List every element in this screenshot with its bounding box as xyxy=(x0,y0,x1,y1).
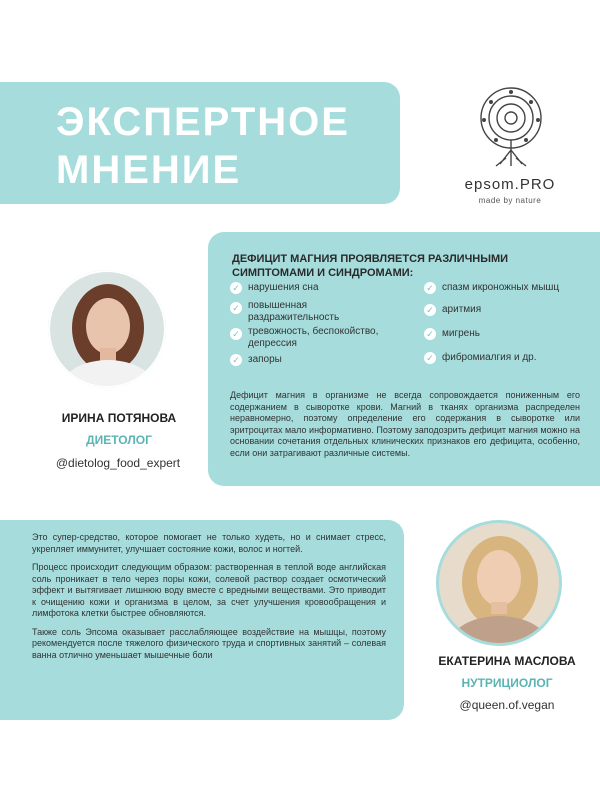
title-line-1: ЭКСПЕРТНОЕ xyxy=(56,100,350,144)
brand-name: epsom.PRO xyxy=(464,176,556,193)
expert-photo-avatar xyxy=(436,520,562,646)
symptom-item: повышенная раздражительность xyxy=(248,300,340,323)
page-title xyxy=(56,98,396,194)
check-icon: ✓ xyxy=(230,282,242,294)
expert-handle[interactable]: @queen.of.vegan xyxy=(459,698,555,712)
check-icon: ✓ xyxy=(230,328,242,340)
benefits-paragraph: Также соль Эпсома оказывает расслабляющее воздействие на мышцы, поэтому рекомендуется после тяжелого физического труда и спортивных занятий – солевая ванна отлично уменьшает мышечные боли xyxy=(32,626,386,660)
symptoms-description: Дефицит магния в организме не всегда сопровождается пониженным его содержанием в сыворотке крови. Магний в тканях организма распределен неравномерно, поэтому определение его содержания в сыворотке или эритроцитах мало информативно. Поэтому заподозрить дефицит магния можно на основании сочетания отдельных клинических признаков его дефицита, особенно, если они затрагивают различные системы. xyxy=(230,390,580,458)
check-icon: ✓ xyxy=(424,352,436,364)
symptom-item: тревожность, беспокойство, депрессия xyxy=(248,326,379,349)
symptoms-list-left xyxy=(230,282,420,382)
tree-icon xyxy=(466,80,556,170)
symptom-item: аритмия xyxy=(442,304,482,315)
expert-name: ИРИНА ПОТЯНОВА xyxy=(61,411,177,425)
check-icon: ✓ xyxy=(424,282,436,294)
symptoms-list-right xyxy=(424,282,594,382)
symptom-item: фибромиалгия и др. xyxy=(442,352,537,363)
symptom-item: нарушения сна xyxy=(248,282,319,293)
benefits-paragraph: Процесс происходит следующим образом: растворенная в теплой воде английская соль проникает в тело через поры кожи, солевой раствор создает осмотический эффект и вытягивает лишнюю воду вместе с вредными веществами. Это приводит к очищению кожи и организма в целом, за счет улучшения кровообращения и лимфотока клетки быстрее обновляются. xyxy=(32,562,386,618)
expert-name: ЕКАТЕРИНА МАСЛОВА xyxy=(438,654,576,668)
symptom-item: мигрень xyxy=(442,328,480,339)
expert-handle[interactable]: @dietolog_food_expert xyxy=(55,456,181,470)
benefits-text xyxy=(32,532,386,668)
expert-photo-avatar xyxy=(48,270,166,388)
symptoms-heading: ДЕФИЦИТ МАГНИЯ ПРОЯВЛЯЕТСЯ РАЗЛИЧНЫМИ СИМПТОМАМИ И СИНДРОМАМИ: xyxy=(232,253,509,279)
brand-tagline: made by nature xyxy=(478,196,542,205)
symptom-item: запоры xyxy=(248,354,282,365)
symptom-item: спазм икроножных мышц xyxy=(442,282,560,293)
check-icon: ✓ xyxy=(424,304,436,316)
expert-role: ДИЕТОЛОГ xyxy=(86,433,152,447)
check-icon: ✓ xyxy=(424,328,436,340)
title-line-2: МНЕНИЕ xyxy=(56,148,242,192)
benefits-paragraph: Это супер-средство, которое помогает не только худеть, но и снимает стресс, укрепляет иммунитет, улучшает состояние кожи, волос и ногтей. xyxy=(32,532,386,554)
expert-role: НУТРИЦИОЛОГ xyxy=(461,676,553,690)
check-icon: ✓ xyxy=(230,302,242,314)
check-icon: ✓ xyxy=(230,354,242,366)
